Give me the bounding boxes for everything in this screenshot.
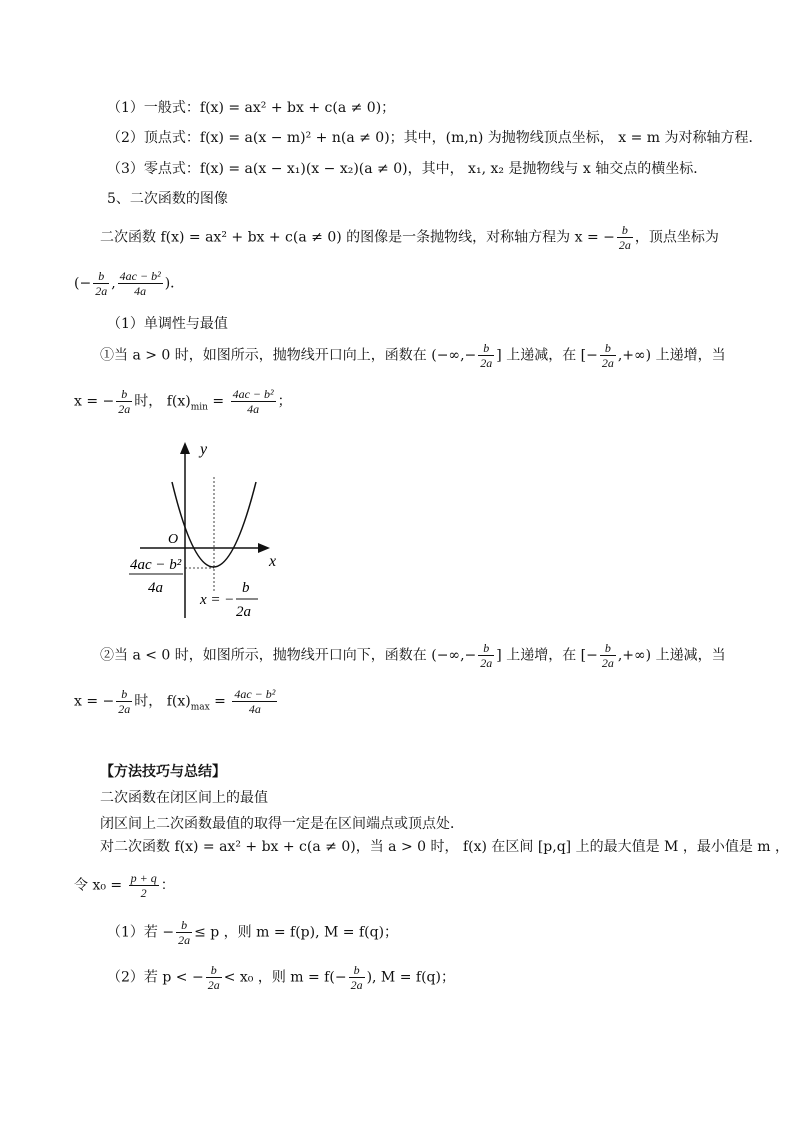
method-setup-line: 对二次函数 f(x) = ax² + bx + c(a ≠ 0)，当 a > 0 时， f(x) 在区间 [p,q] 上的最大值是 M ，最小值是 m ， bbox=[100, 839, 789, 855]
b-over-2a-fraction: $\frac{b}{2a}$ bbox=[118, 687, 131, 716]
graph-description-line: 二次函数 f(x) = ax² + bx + c(a ≠ 0) 的图像是一条抛物线，对称轴方程为 x = − $\frac{b}{2a}$ ，顶点坐标为 bbox=[100, 223, 719, 252]
general-form-line: （1）一般式：f(x) = ax² + bx + c(a ≠ 0)； bbox=[107, 100, 396, 116]
symmetry-axis-numerator: b bbox=[242, 580, 250, 596]
b-over-2a-fraction: $\frac{b}{2a}$ bbox=[350, 963, 363, 992]
vertex-form-line: （2）顶点式：f(x) = a(x − m)² + n(a ≠ 0)；其中，(m,n) 为抛物线顶点坐标， x = m 为对称轴方程． bbox=[107, 130, 763, 146]
case-a-positive-line: ①当 a > 0 时，如图所示，抛物线开口向上，函数在 (−∞,− $\frac{b}{2a}$ ] 上递减，在 [− $\frac{b}{2a}$ ,+∞) 上递增，当 bbox=[100, 341, 726, 370]
origin-label: O bbox=[168, 532, 179, 547]
y-axis-label: y bbox=[200, 441, 208, 458]
symmetry-axis-equation: x = − bbox=[200, 592, 235, 608]
b-over-2a-fraction: $\frac{b}{2a}$ bbox=[601, 641, 614, 670]
method-title-line: 二次函数在闭区间上的最值 bbox=[100, 790, 268, 806]
parabola-svg bbox=[120, 432, 295, 622]
min-value-denominator: 4a bbox=[148, 580, 163, 596]
b-over-2a-fraction: $\frac{b}{2a}$ bbox=[601, 341, 614, 370]
pq-midpoint-fraction: $\frac{p + q}{2}$ bbox=[130, 871, 157, 900]
section-5-heading: 5、二次函数的图像 bbox=[107, 191, 228, 207]
discriminant-fraction: $\frac{\text{4ac − b²}}{4a}$ bbox=[119, 269, 161, 298]
b-over-2a-fraction: $\frac{b}{2a}$ bbox=[207, 963, 220, 992]
case-a-positive-min-line: x = − $\frac{b}{2a}$ 时， $f(x)_{min}$ = $\frac{\text{4ac − b²}}{4a}$ ； bbox=[74, 387, 292, 416]
x-axis-label: x bbox=[269, 553, 277, 570]
midpoint-definition-line: 令 x₀ = $\frac{p + q}{2}$ ： bbox=[74, 871, 175, 900]
b-over-2a-fraction: $\frac{b}{2a}$ bbox=[95, 269, 108, 298]
x-axis-arrow-icon bbox=[258, 543, 270, 553]
case-a-negative-max-line: x = − $\frac{b}{2a}$ 时， $f(x)_{max}$ = $\frac{\text{4ac − b²}}{4a}$ bbox=[74, 687, 276, 716]
case-a-negative-line: ②当 a < 0 时，如图所示，抛物线开口向下，函数在 (−∞,− $\frac{b}{2a}$ ] 上递增，在 [− $\frac{b}{2a}$ ,+∞) 上递减，当 bbox=[100, 641, 726, 670]
symmetry-axis-denominator: 2a bbox=[236, 604, 251, 620]
b-over-2a-fraction: $\frac{b}{2a}$ bbox=[480, 341, 493, 370]
zero-form-line: （3）零点式：f(x) = a(x − x₁)(x − x₂)(a ≠ 0)，其中， x₁, x₂ 是抛物线与 x 轴交点的横坐标． bbox=[107, 161, 708, 177]
b-over-2a-fraction: $\frac{b}{2a}$ bbox=[480, 641, 493, 670]
min-value-numerator: 4ac − b² bbox=[130, 557, 182, 573]
b-over-2a-fraction: $\frac{b}{2a}$ bbox=[178, 918, 191, 947]
method-heading: 【方法技巧与总结】 bbox=[100, 764, 226, 780]
discriminant-fraction: $\frac{\text{4ac − b²}}{4a}$ bbox=[234, 687, 276, 716]
b-over-2a-fraction: $\frac{b}{2a}$ bbox=[618, 223, 631, 252]
vertex-coordinates-line: (− $\frac{b}{2a}$ , $\frac{\text{4ac − b²}}{4a}$ )． bbox=[74, 269, 185, 298]
condition-1-line: （1）若 − $\frac{b}{2a}$ ≤ p ，则 m = f(p), M = f(q)； bbox=[107, 918, 399, 947]
parabola-figure bbox=[120, 432, 295, 622]
monotonicity-subheading: （1）单调性与最值 bbox=[107, 316, 228, 332]
y-axis-arrow-icon bbox=[180, 442, 190, 454]
method-statement-line: 闭区间上二次函数最值的取得一定是在区间端点或顶点处． bbox=[100, 816, 464, 832]
discriminant-fraction: $\frac{\text{4ac − b²}}{4a}$ bbox=[232, 387, 274, 416]
condition-2-line: （2）若 p < − $\frac{b}{2a}$ < x₀ ，则 m = f(− $\frac{b}{2a}$ ), M = f(q)； bbox=[107, 963, 455, 992]
b-over-2a-fraction: $\frac{b}{2a}$ bbox=[118, 387, 131, 416]
